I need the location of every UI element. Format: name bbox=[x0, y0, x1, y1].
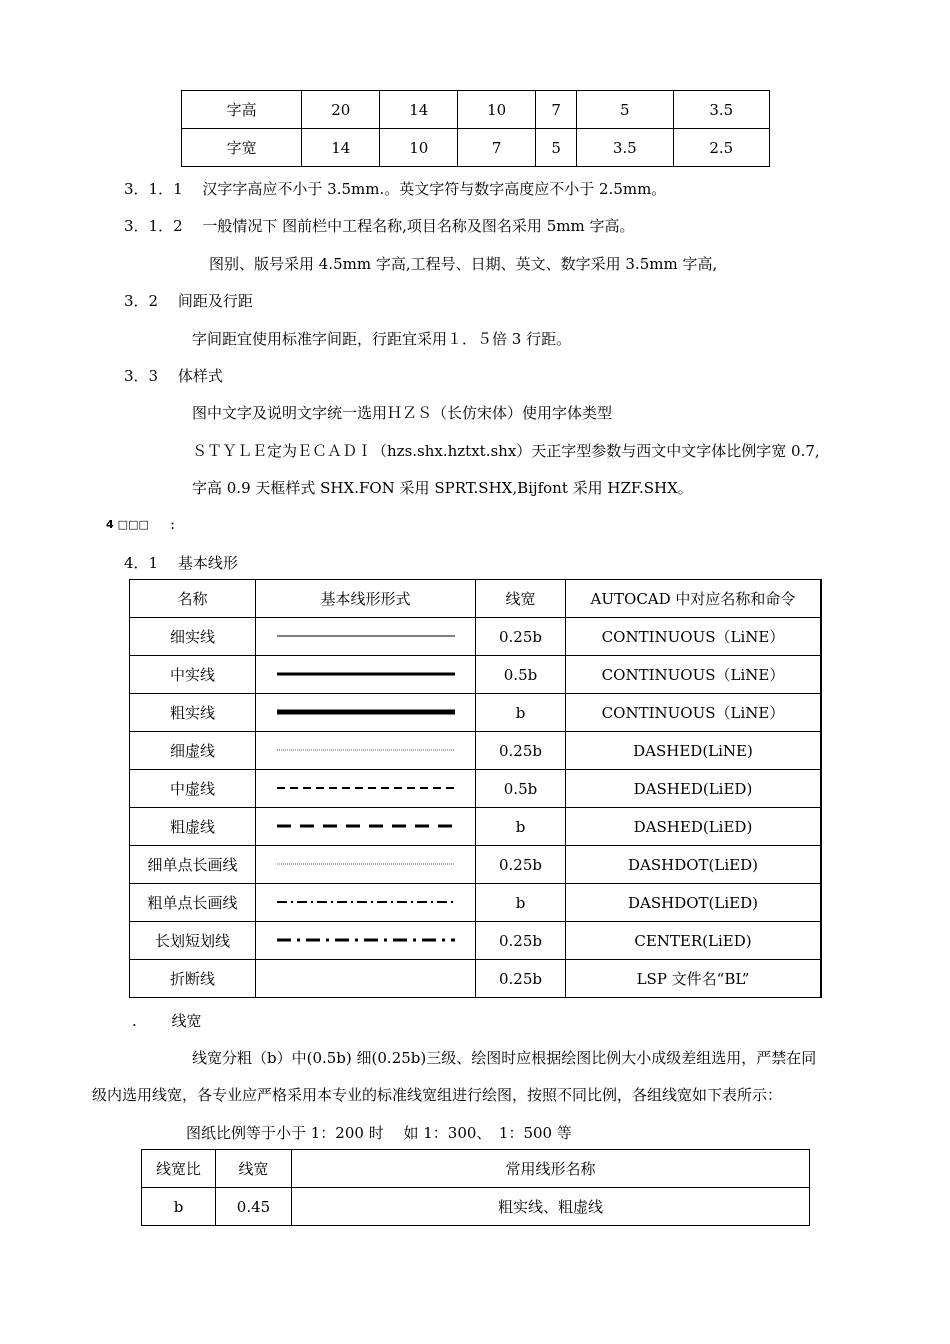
paragraph-3-1-2: 3．1．2 一般情况下 图前栏中工程名称,项目名称及图名采用 5mm 字高。 bbox=[124, 217, 635, 235]
cad-command: DASHDOT(LiED) bbox=[566, 846, 822, 884]
heading-4: 4 □□□ bbox=[106, 518, 149, 531]
table-cell: 7 bbox=[536, 91, 577, 129]
table-cell: 7 bbox=[458, 129, 536, 167]
paragraph-line-width-2: 级内选用线宽，各专业应严格采用本专业的标准线宽组进行绘图，按照不同比例，各组线宽如下表所示： bbox=[92, 1086, 783, 1104]
table-header-row bbox=[130, 580, 822, 618]
line-name: 粗虚线 bbox=[130, 808, 256, 846]
heading-3-2: 3．2 间距及行距 bbox=[124, 292, 253, 310]
medium-solid-line-sample bbox=[277, 670, 455, 680]
column-header: 基本线形形式 bbox=[256, 580, 476, 618]
table-row bbox=[130, 884, 822, 922]
line-width: 0.25b bbox=[476, 922, 566, 960]
line-width: 0.25b bbox=[476, 732, 566, 770]
table-row bbox=[130, 732, 822, 770]
line-width: 0.25b bbox=[476, 960, 566, 998]
cad-command: CENTER(LiED) bbox=[566, 922, 822, 960]
table-row bbox=[130, 922, 822, 960]
thick-dashdot-line-sample bbox=[277, 898, 455, 908]
table-cell: 10 bbox=[380, 129, 458, 167]
line-sample bbox=[256, 656, 476, 694]
table-row bbox=[142, 1188, 810, 1226]
line-sample bbox=[256, 960, 476, 998]
line-name: 长划短划线 bbox=[130, 922, 256, 960]
table-row bbox=[130, 846, 822, 884]
line-width: 0.25b bbox=[476, 618, 566, 656]
column-header: AUTOCAD 中对应名称和命令 bbox=[566, 580, 822, 618]
line-width: 0.25b bbox=[476, 846, 566, 884]
paragraph-3-3-a: 图中文字及说明文字统一选用ＨＺＳ（长仿宋体）使用字体类型 bbox=[192, 404, 613, 422]
line-width: b bbox=[476, 884, 566, 922]
column-header: 线宽 bbox=[216, 1150, 292, 1188]
cad-command: CONTINUOUS（LiNE） bbox=[566, 618, 822, 656]
column-header: 常用线形名称 bbox=[292, 1150, 810, 1188]
cad-command: DASHED(LiED) bbox=[566, 808, 822, 846]
paragraph-3-2: 字间距宜使用标准字间距，行距宜采用１．５倍 3 行距。 bbox=[192, 330, 572, 348]
table-cell: 14 bbox=[302, 129, 380, 167]
thin-solid-line-sample bbox=[277, 632, 455, 642]
cad-command: CONTINUOUS（LiNE） bbox=[566, 694, 822, 732]
line-sample bbox=[256, 846, 476, 884]
line-sample bbox=[256, 618, 476, 656]
table-header-row bbox=[142, 1150, 810, 1188]
line-name: 折断线 bbox=[130, 960, 256, 998]
table-cell: b bbox=[142, 1188, 216, 1226]
line-width: b bbox=[476, 808, 566, 846]
thin-dashed-line-sample bbox=[277, 746, 455, 756]
column-header: 线宽 bbox=[476, 580, 566, 618]
table-row bbox=[130, 770, 822, 808]
column-header: 名称 bbox=[130, 580, 256, 618]
table-cell: 粗实线、粗虚线 bbox=[292, 1188, 810, 1226]
paragraph-3-1-1: 3．1．1 汉字字高应不小于 3.5mm.。英文字符与数字高度应不小于 2.5mm。 bbox=[124, 180, 667, 198]
paragraph-3-3-c: 字高 0.9 天框样式 SHX.FON 采用 SPRT.SHX,Bijfont 采用 HZF.SHX。 bbox=[192, 479, 693, 497]
line-name: 细实线 bbox=[130, 618, 256, 656]
line-width: 0.5b bbox=[476, 656, 566, 694]
medium-dashed-line-sample bbox=[277, 784, 455, 794]
heading-4-number: 4 bbox=[106, 518, 114, 531]
line-name: 中实线 bbox=[130, 656, 256, 694]
table-row bbox=[130, 694, 822, 732]
cad-command: DASHDOT(LiED) bbox=[566, 884, 822, 922]
line-sample bbox=[256, 770, 476, 808]
table-cell: 5 bbox=[536, 129, 577, 167]
paragraph-line-width-1: 线宽分粗（b）中(0.5b) 细(0.25b)三级、绘图时应根据绘图比例大小成级差组选用，严禁在同 bbox=[192, 1049, 817, 1067]
center-line-sample bbox=[277, 936, 455, 946]
font-size-table bbox=[181, 90, 770, 167]
line-sample bbox=[256, 732, 476, 770]
line-name: 粗实线 bbox=[130, 694, 256, 732]
table-row bbox=[182, 129, 770, 167]
heading-4-colon: : bbox=[170, 515, 176, 533]
table-cell: 字宽 bbox=[182, 129, 302, 167]
thin-dashdot-line-sample bbox=[277, 860, 455, 870]
table-cell: 3.5 bbox=[577, 129, 673, 167]
cad-command: CONTINUOUS（LiNE） bbox=[566, 656, 822, 694]
table-cell: 10 bbox=[458, 91, 536, 129]
table-cell: 3.5 bbox=[673, 91, 769, 129]
cad-command: LSP 文件名“BL” bbox=[566, 960, 822, 998]
table-cell: 0.45 bbox=[216, 1188, 292, 1226]
column-header: 线宽比 bbox=[142, 1150, 216, 1188]
line-sample bbox=[256, 694, 476, 732]
table-row bbox=[130, 960, 822, 998]
line-name: 中虚线 bbox=[130, 770, 256, 808]
table-row bbox=[130, 618, 822, 656]
cad-command: DASHED(LiNE) bbox=[566, 732, 822, 770]
line-width: 0.5b bbox=[476, 770, 566, 808]
line-type-table bbox=[129, 579, 822, 998]
line-width: b bbox=[476, 694, 566, 732]
line-sample bbox=[256, 808, 476, 846]
paragraph-scale: 图纸比例等于小于 1：200 时 如 1：300、 1：500 等 bbox=[186, 1124, 572, 1142]
thick-dashed-line-sample bbox=[277, 822, 455, 832]
table-cell: 2.5 bbox=[673, 129, 769, 167]
table-row bbox=[130, 656, 822, 694]
paragraph-3-3-b: ＳＴＹＬＥ定为ＥＣＡＤＩ（hzs.shx.hztxt.shx）天正字型参数与西文中文字体比例字宽 0.7, bbox=[192, 442, 820, 460]
line-sample bbox=[256, 922, 476, 960]
table-row bbox=[182, 91, 770, 129]
heading-line-width: . 线宽 bbox=[132, 1012, 202, 1030]
table-cell: 5 bbox=[577, 91, 673, 129]
table-cell: 字高 bbox=[182, 91, 302, 129]
heading-4-1: 4．1 基本线形 bbox=[124, 554, 238, 572]
cad-command: DASHED(LiED) bbox=[566, 770, 822, 808]
table-cell: 20 bbox=[302, 91, 380, 129]
heading-3-3: 3．3 体样式 bbox=[124, 367, 223, 385]
table-cell: 14 bbox=[380, 91, 458, 129]
table-row bbox=[130, 808, 822, 846]
line-width-table bbox=[141, 1149, 810, 1226]
line-name: 细虚线 bbox=[130, 732, 256, 770]
thick-solid-line-sample bbox=[277, 708, 455, 718]
line-name: 粗单点长画线 bbox=[130, 884, 256, 922]
line-sample bbox=[256, 884, 476, 922]
paragraph-3-1-2-continued: 图别、版号采用 4.5mm 字高,工程号、日期、英文、数字采用 3.5mm 字高, bbox=[209, 255, 718, 273]
line-name: 细单点长画线 bbox=[130, 846, 256, 884]
